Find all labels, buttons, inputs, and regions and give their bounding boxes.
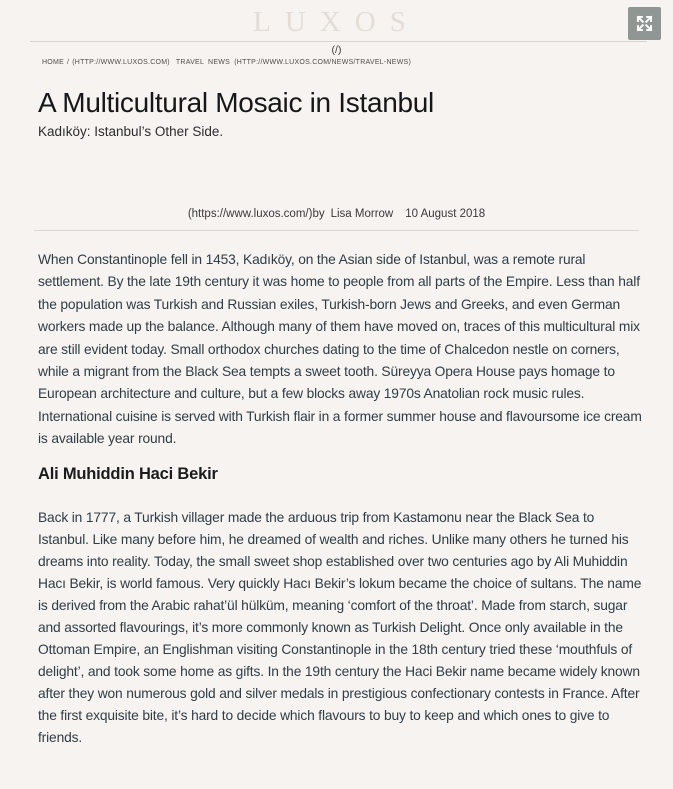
intro-paragraph: When Constantinople fell in 1453, Kadıköy, on the Asian side of Istanbul, was a remote rural settlement. By the late 19th century it was home to people from all parts of the Empire. Less than half the population was Turkish and Russian exiles, Turkish-born Jews and Greeks, and even German workers made up the balance. Although many of them have moved on, traces of this multicultural mix are still evident today. Small orthodox churches dating to the time of Chalcedon nestle on corners, while a migrant from the Black Sea tempts a sweet tooth. Süreyya Opera House pays homage to European architecture and culture, but a few blocks away 1970s Anatolian rock music rules. International cuisine is served with Turkish flair in a former summer house and flavoursome ice cream is available year round.	[38, 252, 642, 447]
logo-link[interactable]: (/)	[331, 44, 342, 56]
breadcrumb-separator: /	[67, 59, 70, 66]
byline-by-label: by	[312, 208, 325, 220]
byline-divider	[34, 230, 639, 231]
header-divider	[30, 41, 647, 42]
breadcrumb-travel-news-link[interactable]: TRAVEL NEWS (HTTP://WWW.LUXOS.COM/NEWS/TRAVEL-NEWS)	[175, 59, 412, 66]
expand-button[interactable]	[628, 7, 661, 40]
breadcrumb-home-link[interactable]: HOME	[42, 59, 64, 66]
section-heading: Ali Muhiddin Haci Bekir	[38, 465, 218, 483]
page-subtitle: Kadıköy: Istanbul’s Other Side.	[38, 124, 224, 139]
byline-author-link[interactable]: Lisa Morrow	[330, 208, 394, 220]
breadcrumb-home-url[interactable]: (HTTP://WWW.LUXOS.COM)	[72, 59, 170, 66]
byline-date: 10 August 2018	[405, 208, 486, 220]
section-paragraph: Back in 1777, a Turkish villager made the arduous trip from Kastamonu near the Black Sea to Istanbul. Like many before him, he dreamed of wealth and riches. Unlike many others he turned his dreams into reality. Today, the small sweet shop established over two centuries ago by Ali Muhiddin Hacı Bekir, is world famous. Very quickly Hacı Bekir’s lokum became the choice of sultans. The name is derived from the Arabic rahat’ül hülküm, meaning ‘comfort of the throat’. Made from starch, sugar and assorted flavourings, it’s more commonly known as Turkish Delight. Once only available in the Ottoman Empire, an Englishman visiting Constantinople in the 18th century tried these ‘mouthfuls of delight’, and took some home as gifts. In the 19th century the Haci Bekir name became widely known after they won numerous gold and silver medals in prestigious confectionary contests in France. After the first exquisite bite, it’s hard to decide which flavours to buy to keep and which ones to give to friends.	[38, 510, 642, 745]
luxos-watermark: LUXOS	[253, 6, 420, 38]
expand-arrows-icon	[634, 13, 655, 34]
byline	[0, 208, 673, 220]
breadcrumb	[42, 59, 411, 66]
byline-site-link[interactable]: (https://www.luxos.com/)	[187, 208, 313, 220]
page-title: A Multicultural Mosaic in Istanbul	[38, 87, 434, 118]
